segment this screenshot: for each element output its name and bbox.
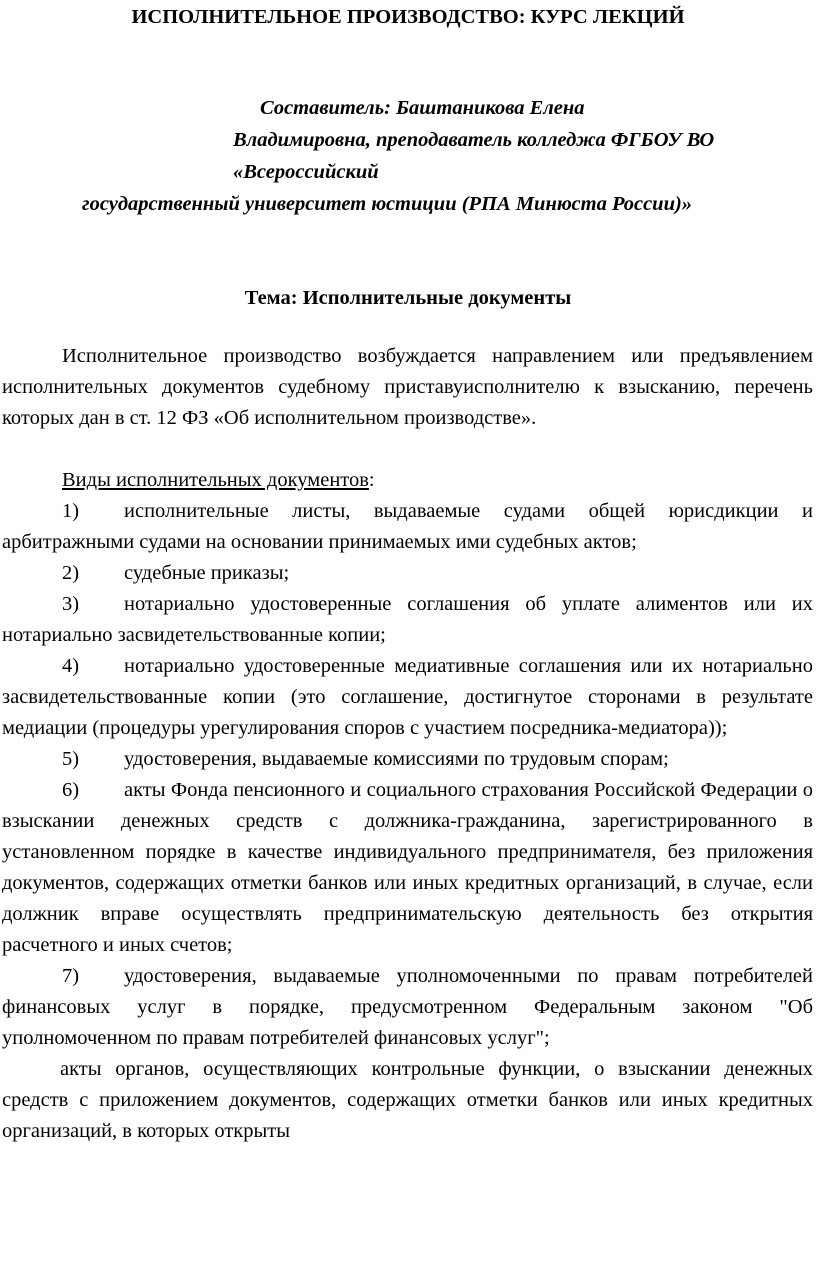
intro-paragraph: Исполнительное производство возбуждается направлением или предъявлением исполнительных документов судебному приставуисполнителю к взысканию, перечень которых дан в ст. 12 ФЗ «Об исполнительном производстве».	[2, 345, 813, 429]
list-heading-colon: :	[368, 469, 375, 491]
list-item-text: нотариально удостоверенные медиативные соглашения или их нотариально засвидетельствованные копии (это соглашение, достигнутое сторонами в результате медиации (процедуры урегулирования споров с участием посредника-медиатора));	[2, 655, 813, 739]
document-title: ИСПОЛНИТЕЛЬНОЕ ПРОИЗВОДСТВО: КУРС ЛЕКЦИЙ	[131, 6, 685, 28]
list-item-text: удостоверения, выдаваемые уполномоченными по правам потребителей финансовых услуг в порядке, предусмотренном Федеральным законом "Об уполномоченном по правам потребителей финансовых услуг";	[2, 965, 813, 1049]
list-heading-text: Виды исполнительных документов	[62, 469, 369, 491]
list-item-text: исполнительные листы, выдаваемые судами общей юрисдикции и арбитражными судами на основании принимаемых ими судебных актов;	[2, 500, 813, 553]
list-item-number: 4)	[62, 655, 80, 677]
paragraph-gap	[2, 434, 813, 465]
list-item	[2, 589, 813, 651]
list-item	[2, 744, 813, 775]
list-item	[2, 558, 813, 589]
author-line-3: «Всероссийский	[233, 161, 379, 183]
list-item-number: 7)	[62, 965, 80, 987]
list-item-text: акты Фонда пенсионного и социального страхования Российской Федерации о взыскании денежных средств с должника-гражданина, зарегистрированного в установленном порядке в качестве индивидуального предпринимателя, без приложения документов, содержащих отметки банков или иных кредитных организаций, в случае, если должник вправе осуществлять предпринимательскую деятельность без открытия расчетного и иных счетов;	[2, 779, 813, 956]
list-item-number: 5)	[62, 748, 80, 770]
list-item	[2, 961, 813, 1054]
list-item-text: нотариально удостоверенные соглашения об уплате алиментов или их нотариально засвидетельствованные копии;	[2, 593, 813, 646]
continuation-paragraph: акты органов, осуществляющих контрольные функции, о взыскании денежных средств с приложением документов, содержащих отметки банков или иных кредитных организаций, в которых открыты	[2, 1058, 813, 1142]
list-item-number: 1)	[62, 500, 80, 522]
list-heading	[2, 465, 813, 496]
document-body	[2, 341, 813, 1147]
list-item	[2, 651, 813, 744]
author-line-2: Владимировна, преподаватель колледжа ФГБОУ ВО	[233, 129, 715, 151]
list-item-number: 2)	[62, 562, 80, 584]
list-item-number: 3)	[62, 593, 80, 615]
list-item-text: судебные приказы;	[124, 562, 290, 584]
author-line-1: Составитель: Баштаникова Елена	[260, 97, 585, 119]
topic-heading: Тема: Исполнительные документы	[244, 287, 572, 309]
list-item-text: удостоверения, выдаваемые комиссиями по трудовым спорам;	[124, 748, 669, 770]
author-line-4: государственный университет юстиции (РПА Минюста России)»	[82, 193, 693, 215]
list-item	[2, 496, 813, 558]
list-item-number: 6)	[62, 779, 80, 801]
list-item	[2, 775, 813, 961]
